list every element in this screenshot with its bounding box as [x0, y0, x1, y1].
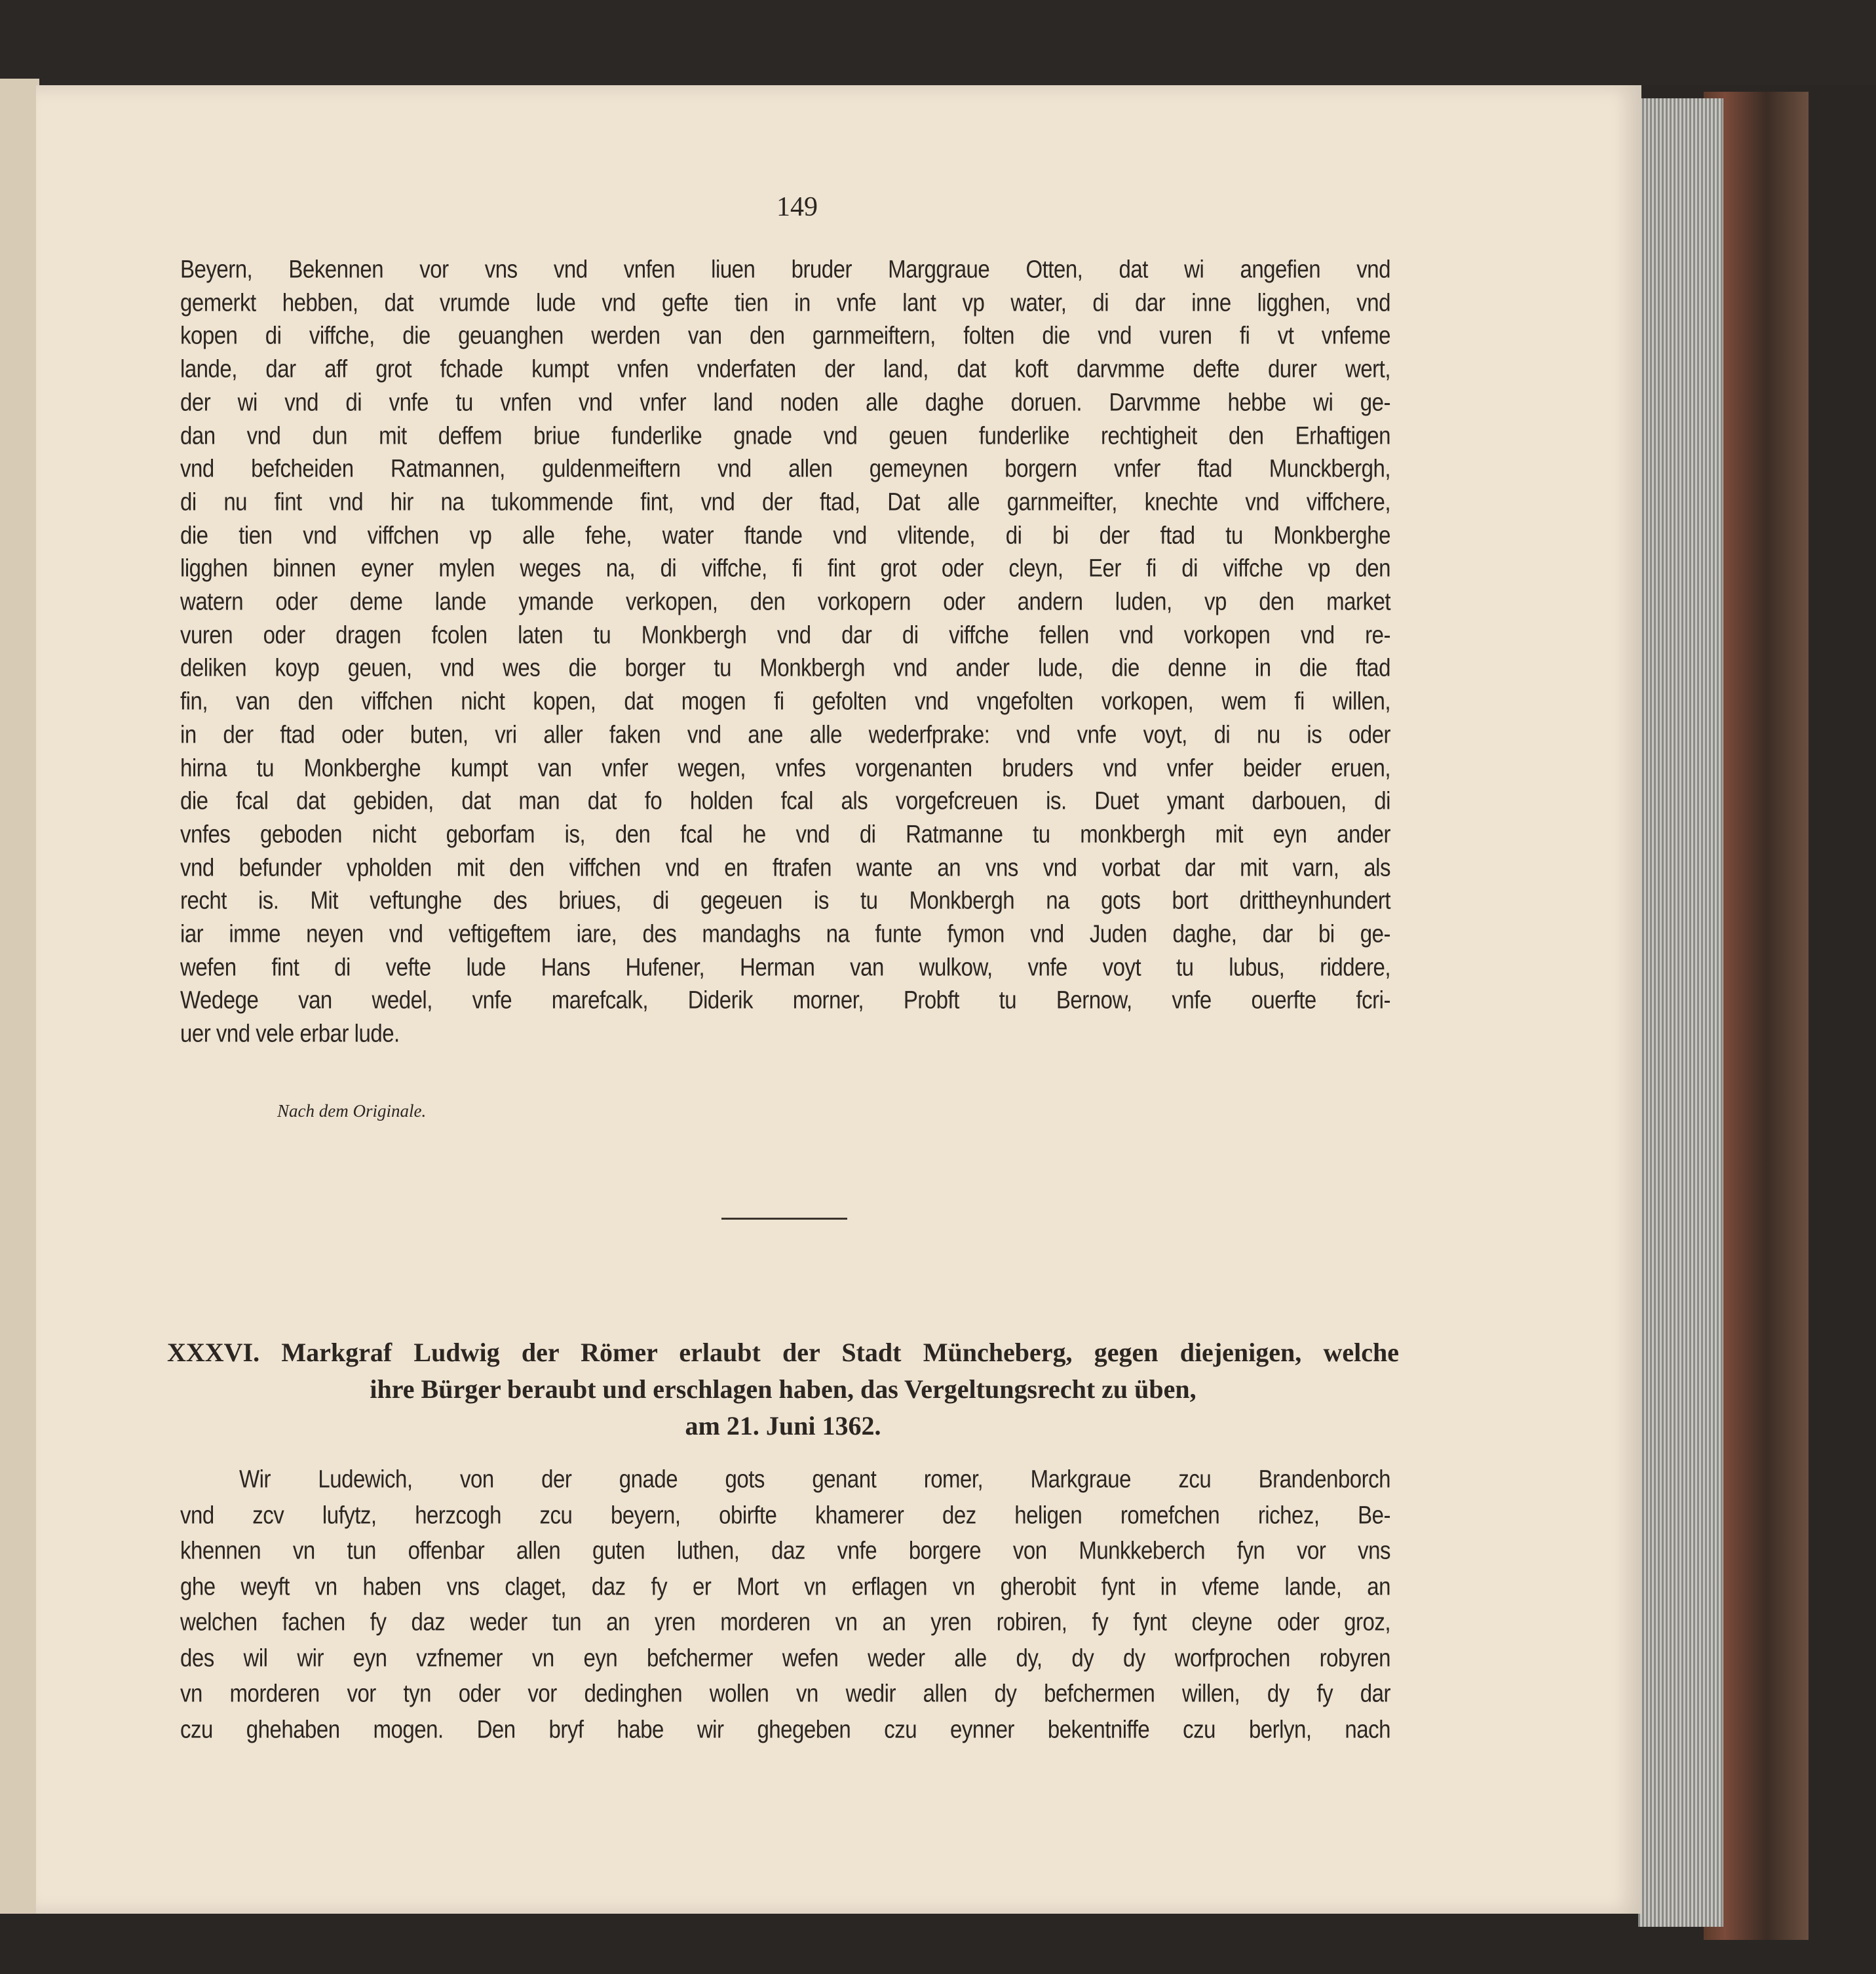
background	[0, 0, 1876, 85]
text-line: deliken koyp geuen, vnd wes die borger tu Monkbergh vnd ander lude, die denne in die ftad	[180, 653, 1390, 682]
text-line: vnd zcv lufytz, herzcogh zcu beyern, obirfte khamerer dez heligen romefchen richez, Be-	[180, 1500, 1390, 1529]
text-line: die fcal dat gebiden, dat man dat fo holden fcal als vorgefcreuen is. Duet ymant darbouen, di	[180, 786, 1390, 815]
text-line: Wedege van wedel, vnfe marefcalk, Diderik morner, Probft tu Bernow, vnfe ouerfte fcri-	[180, 986, 1390, 1015]
text-line: wefen fint di vefte lude Hans Hufener, Herman van wulkow, vnfe voyt tu lubus, riddere,	[180, 952, 1390, 981]
source-note: Nach dem Originale.	[277, 1101, 427, 1121]
page-number: 149	[776, 192, 818, 222]
text-line: des wil wir eyn vzfnemer vn eyn befchermer wefen weder alle dy, dy dy worfprochen robyren	[180, 1643, 1390, 1672]
text-line: gemerkt hebben, dat vrumde lude vnd gefte tien in vnfe lant vp water, di dar inne ligghen, vnd	[180, 288, 1390, 317]
text-line: dan vnd dun mit deffem briue funderlike gnade vnd geuen funderlike rechtigheit den Erhaftigen	[180, 421, 1390, 450]
text-line: kopen di viffche, die geuanghen werden van den garnmeiftern, folten die vnd vuren fi vt vnfeme	[180, 321, 1390, 350]
heading-line: ihre Bürger beraubt und erschlagen haben, das Vergeltungsrecht zu üben,	[370, 1374, 1196, 1404]
text-line: Beyern, Bekennen vor vns vnd vnfen liuen bruder Marggraue Otten, dat wi angefien vnd	[180, 255, 1390, 283]
heading-line: am 21. Juni 1362.	[685, 1411, 881, 1441]
text-line: recht is. Mit veftunghe des briues, di gegeuen is tu Monkbergh na gots bort drittheynhundert	[180, 886, 1390, 914]
separator-rule	[721, 1218, 847, 1220]
text-line: lande, dar aff grot fchade kumpt vnfen vnderfaten der land, dat koft darvmme defte durer wert,	[180, 355, 1390, 383]
text-line: vnd befunder vpholden mit den viffchen vnd en ftrafen wante an vns vnd vorbat dar mit varn, als	[180, 853, 1390, 881]
text-line: vuren oder dragen fcolen laten tu Monkbergh vnd dar di viffche fellen vnd vorkopen vnd re-	[180, 620, 1390, 649]
text-line: die tien vnd viffchen vp alle fehe, water ftande vnd vlitende, di bi der ftad tu Monkberghe	[180, 520, 1390, 549]
text-line: ligghen binnen eyner mylen weges na, di viffche, fi fint grot oder cleyn, Eer fi di viffche vp den	[180, 554, 1390, 582]
text-line: watern oder deme lande ymande verkopen, den vorkopern oder andern luden, vp den market	[180, 587, 1390, 615]
text-line: uer vnd vele erbar lude.	[180, 1019, 400, 1047]
text-line: in der ftad oder buten, vri aller faken vnd ane alle wederfprake: vnd vnfe voyt, di nu is oder	[180, 720, 1390, 748]
heading-line: XXXVI. Markgraf Ludwig der Römer erlaubt der Stadt Müncheberg, gegen diejenigen, welche	[167, 1338, 1399, 1367]
text-line: vn morderen vor tyn oder vor dedinghen wollen vn wedir allen dy befchermen willen, dy fy dar	[180, 1679, 1390, 1707]
text-line: di nu fint vnd hir na tukommende fint, vnd der ftad, Dat alle garnmeifter, knechte vnd viffchere,	[180, 488, 1390, 516]
text-line: ghe weyft vn haben vns claget, daz fy er Mort vn erflagen vn gherobit fynt in vfeme lande, an	[180, 1572, 1390, 1600]
text-line: iar imme neyen vnd veftigeftem iare, des mandaghs na funte fymon vnd Juden daghe, dar bi ge-	[180, 919, 1390, 948]
text-line: vnfes geboden nicht geborfam is, den fcal he vnd di Ratmanne tu monkbergh mit eyn ander	[180, 820, 1390, 848]
text-line: der wi vnd di vnfe tu vnfen vnd vnfer land noden alle daghe doruen. Darvmme hebbe wi ge-	[180, 387, 1390, 416]
text-line: khennen vn tun offenbar allen guten luthen, daz vnfe borgere von Munkkeberch fyn vor vns	[180, 1536, 1390, 1564]
left-page-edge	[0, 79, 39, 1914]
text-line: hirna tu Monkberghe kumpt van vnfer wegen, vnfes vorgenanten bruders vnd vnfer beider eruen,	[180, 753, 1390, 782]
text-line: Wir Ludewich, von der gnade gots genant romer, Markgraue zcu Brandenborch	[239, 1465, 1390, 1493]
text-line: welchen fachen fy daz weder tun an yren morderen vn an yren robiren, fy fynt cleyne oder groz,	[180, 1608, 1390, 1636]
page-edges	[1638, 98, 1723, 1927]
text-line: fin, van den viffchen nicht kopen, dat mogen fi gefolten vnd vngefolten vorkopen, wem fi willen,	[180, 687, 1390, 715]
text-line: vnd befcheiden Ratmannen, guldenmeiftern vnd allen gemeynen borgern vnfer ftad Munckbergh,	[180, 454, 1390, 482]
text-line: czu ghehaben mogen. Den bryf habe wir ghegeben czu eynner bekentniffe czu berlyn, nach	[180, 1714, 1390, 1743]
